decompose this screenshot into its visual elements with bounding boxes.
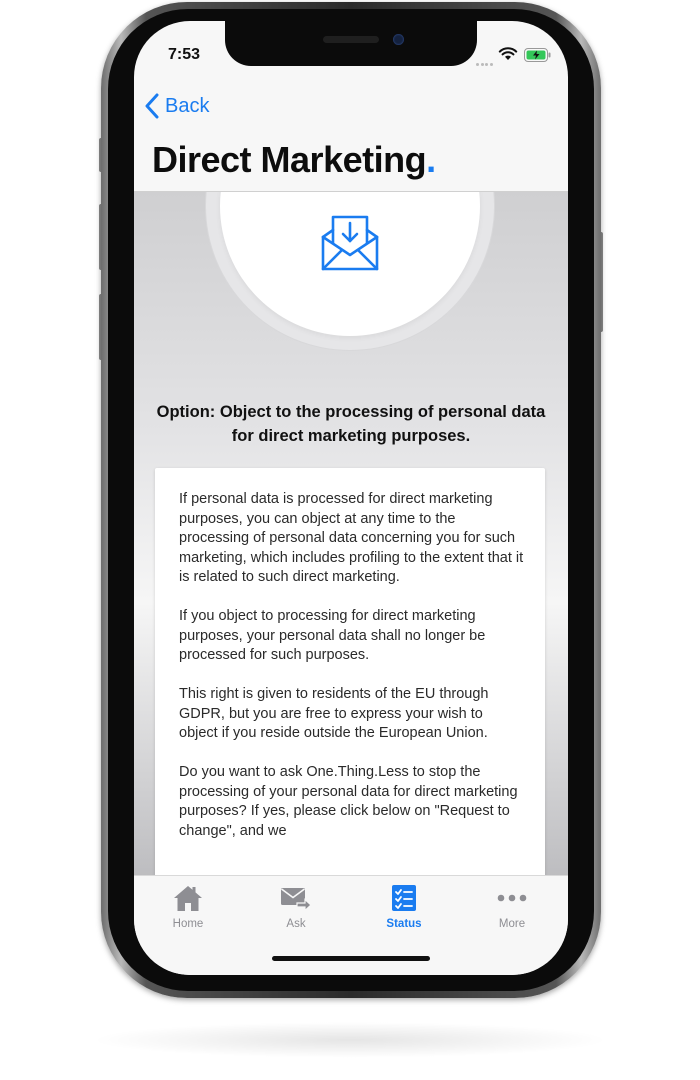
home-icon [173, 884, 203, 912]
more-icon [496, 884, 528, 912]
option-heading: Option: Object to the processing of personal data for direct marketing purposes. [156, 403, 546, 445]
checklist-icon [391, 884, 417, 912]
tab-label: More [498, 918, 526, 930]
mail-forward-icon [280, 884, 312, 912]
info-paragraph: This right is given to residents of the EU through GDPR, but you are free to express your wish to object if you reside outside the European Union. [179, 686, 489, 741]
info-paragraph: Do you want to ask One.Thing.Less to stop the processing of your personal data for direct marketing purposes? If yes, please click below on "Request to change", and we [179, 764, 518, 839]
speaker-grille [323, 36, 379, 43]
info-paragraph: If personal data is processed for direct marketing purposes, you can object at any time to the processing of personal data concerning you for such marketing, which includes profiling to the extent that it is related to such direct marketing. [179, 491, 524, 585]
tab-label: Ask [286, 918, 306, 930]
tab-home[interactable] [134, 882, 242, 942]
wifi-icon [498, 47, 518, 61]
notch [225, 21, 477, 66]
page-title-text: Direct Marketing [152, 139, 427, 180]
back-button[interactable] [144, 91, 209, 121]
scroll-content[interactable] [134, 191, 568, 876]
battery-charging-icon [524, 48, 552, 62]
tab-label: Home [172, 918, 204, 930]
back-label: Back [165, 94, 210, 117]
status-time: 7:53 [168, 46, 201, 63]
info-card [155, 468, 545, 876]
info-text [179, 490, 525, 861]
envelope-download-icon [319, 213, 381, 273]
front-camera [393, 34, 404, 45]
signal-icon [476, 53, 494, 71]
tab-more[interactable] [458, 882, 566, 942]
title-accent-dot: . [426, 139, 436, 180]
tab-status[interactable] [350, 882, 458, 942]
tab-ask[interactable] [242, 882, 350, 942]
floor-shadow [90, 1022, 610, 1058]
tab-label: Status [386, 918, 422, 930]
home-indicator[interactable] [272, 956, 430, 961]
info-paragraph: If you object to processing for direct marketing purposes, your personal data shall no longer be processed for such purposes. [179, 608, 486, 663]
page-title [152, 139, 436, 181]
status-icons [474, 45, 554, 65]
phone-screen [134, 21, 568, 975]
chevron-left-icon [144, 93, 160, 119]
